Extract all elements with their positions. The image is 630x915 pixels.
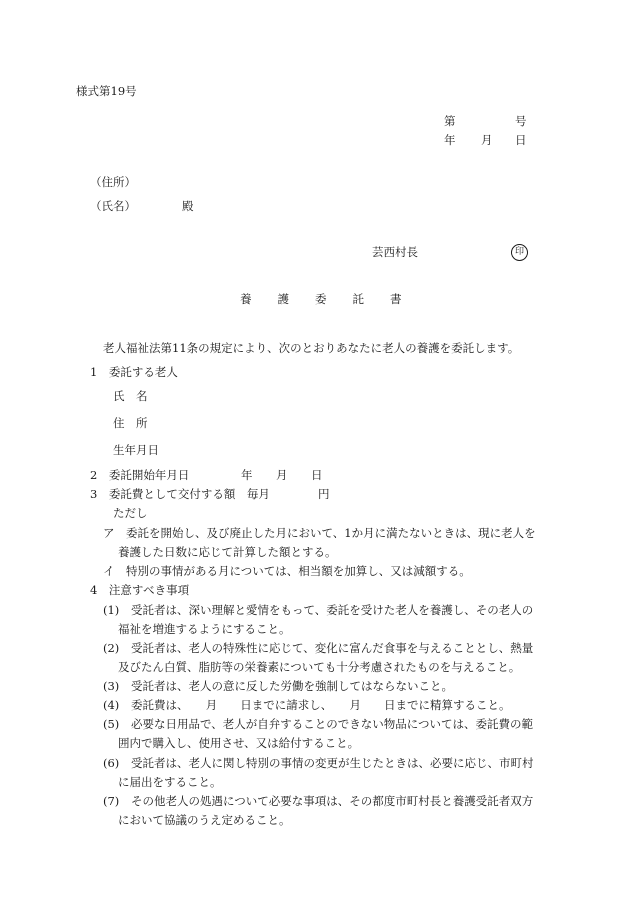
section4-heading: 4 注意すべき事項 [90, 583, 190, 597]
date-day: 日 [515, 133, 527, 147]
item-text-line1: 受託者は、深い理解と愛情をもって、委託を受けた老人を養護し、その老人の [131, 603, 534, 617]
title-char: 委 [315, 292, 327, 306]
item-text-line2: において協議のうえ定めること。 [118, 813, 291, 827]
title-char: 護 [277, 292, 289, 306]
section1-birth-label: 生年月日 [113, 443, 159, 457]
form-number: 様式第19号 [76, 84, 137, 98]
section2-year: 年 [241, 468, 253, 482]
item-number: (5) [103, 717, 120, 731]
item-number: (3) [103, 679, 120, 693]
date-month: 月 [481, 133, 493, 147]
section3-proviso: ただし [113, 506, 148, 520]
section1-address-label: 住 所 [113, 416, 148, 430]
intro-text: 老人福祉法第11条の規定により、次のとおりあなたに老人の養護を委託します。 [103, 341, 520, 355]
item-text-line2: 及びたん白質、脂肪等の栄養素についても十分考慮されたものを与えること。 [118, 660, 521, 674]
number-prefix: 第 [444, 114, 456, 128]
item-number: (1) [103, 603, 120, 617]
title-char: 書 [390, 292, 402, 306]
issuer-title: 芸西村長 [372, 245, 418, 259]
section2-day: 日 [311, 468, 323, 482]
section1-heading: 1 委託する老人 [90, 365, 178, 379]
item-number: (7) [103, 794, 120, 808]
section3-yen: 円 [318, 487, 330, 501]
item-text-line2: 囲内で購入し、使用させ、又は給付すること。 [118, 736, 360, 750]
section3-item-a-line1: ア 委託を開始し、及び廃止した月において、1か月に満たないときは、現に老人を [103, 526, 536, 540]
section2-label: 2 委託開始年月日 [90, 468, 190, 482]
item-text-line2: 福祉を増進するようにすること。 [118, 622, 291, 636]
section1-name-label: 氏 名 [113, 389, 148, 403]
item-text-line1: 必要な日用品で、老人が自弁することのできない物品については、委託費の範 [131, 717, 534, 731]
title-char: 託 [352, 292, 364, 306]
item-text-line2: に届出をすること。 [118, 775, 222, 789]
item-number: (6) [103, 756, 120, 770]
section3-item-i-line1: イ 特別の事情がある月については、相当額を加算し、又は減額する。 [103, 564, 471, 578]
seal-stamp: 印 [511, 244, 528, 261]
item-number: (4) [103, 698, 120, 712]
section3-item-a-line2: 養護した日数に応じて計算した額とする。 [118, 545, 337, 559]
item-number: (2) [103, 641, 120, 655]
title-char: 養 [240, 292, 252, 306]
recipient-name-label: （氏名） [90, 199, 136, 213]
item-text-line1: 受託者は、老人の意に反した労働を強制してはならないこと。 [131, 679, 453, 693]
item-text-line1: その他老人の処遇について必要な事項は、その都度市町村長と養護受託者双方 [131, 794, 534, 808]
item-text-line1: 受託者は、老人に関し特別の事情の変更が生じたときは、必要に応じ、市町村 [131, 756, 534, 770]
date-year: 年 [444, 133, 456, 147]
item-text-line1: 受託者は、老人の特殊性に応じて、変化に富んだ食事を与えることとし、熱量 [131, 641, 534, 655]
item-text-line1: 委託費は、 月 日までに請求し、 月 日までに精算すること。 [131, 698, 511, 712]
document-title [240, 294, 402, 306]
recipient-honorific: 殿 [182, 199, 194, 213]
number-suffix: 号 [515, 114, 527, 128]
section3-label: 3 委託費として交付する額 毎月 [90, 487, 270, 501]
recipient-address-label: （住所） [90, 175, 136, 189]
section2-month: 月 [276, 468, 288, 482]
